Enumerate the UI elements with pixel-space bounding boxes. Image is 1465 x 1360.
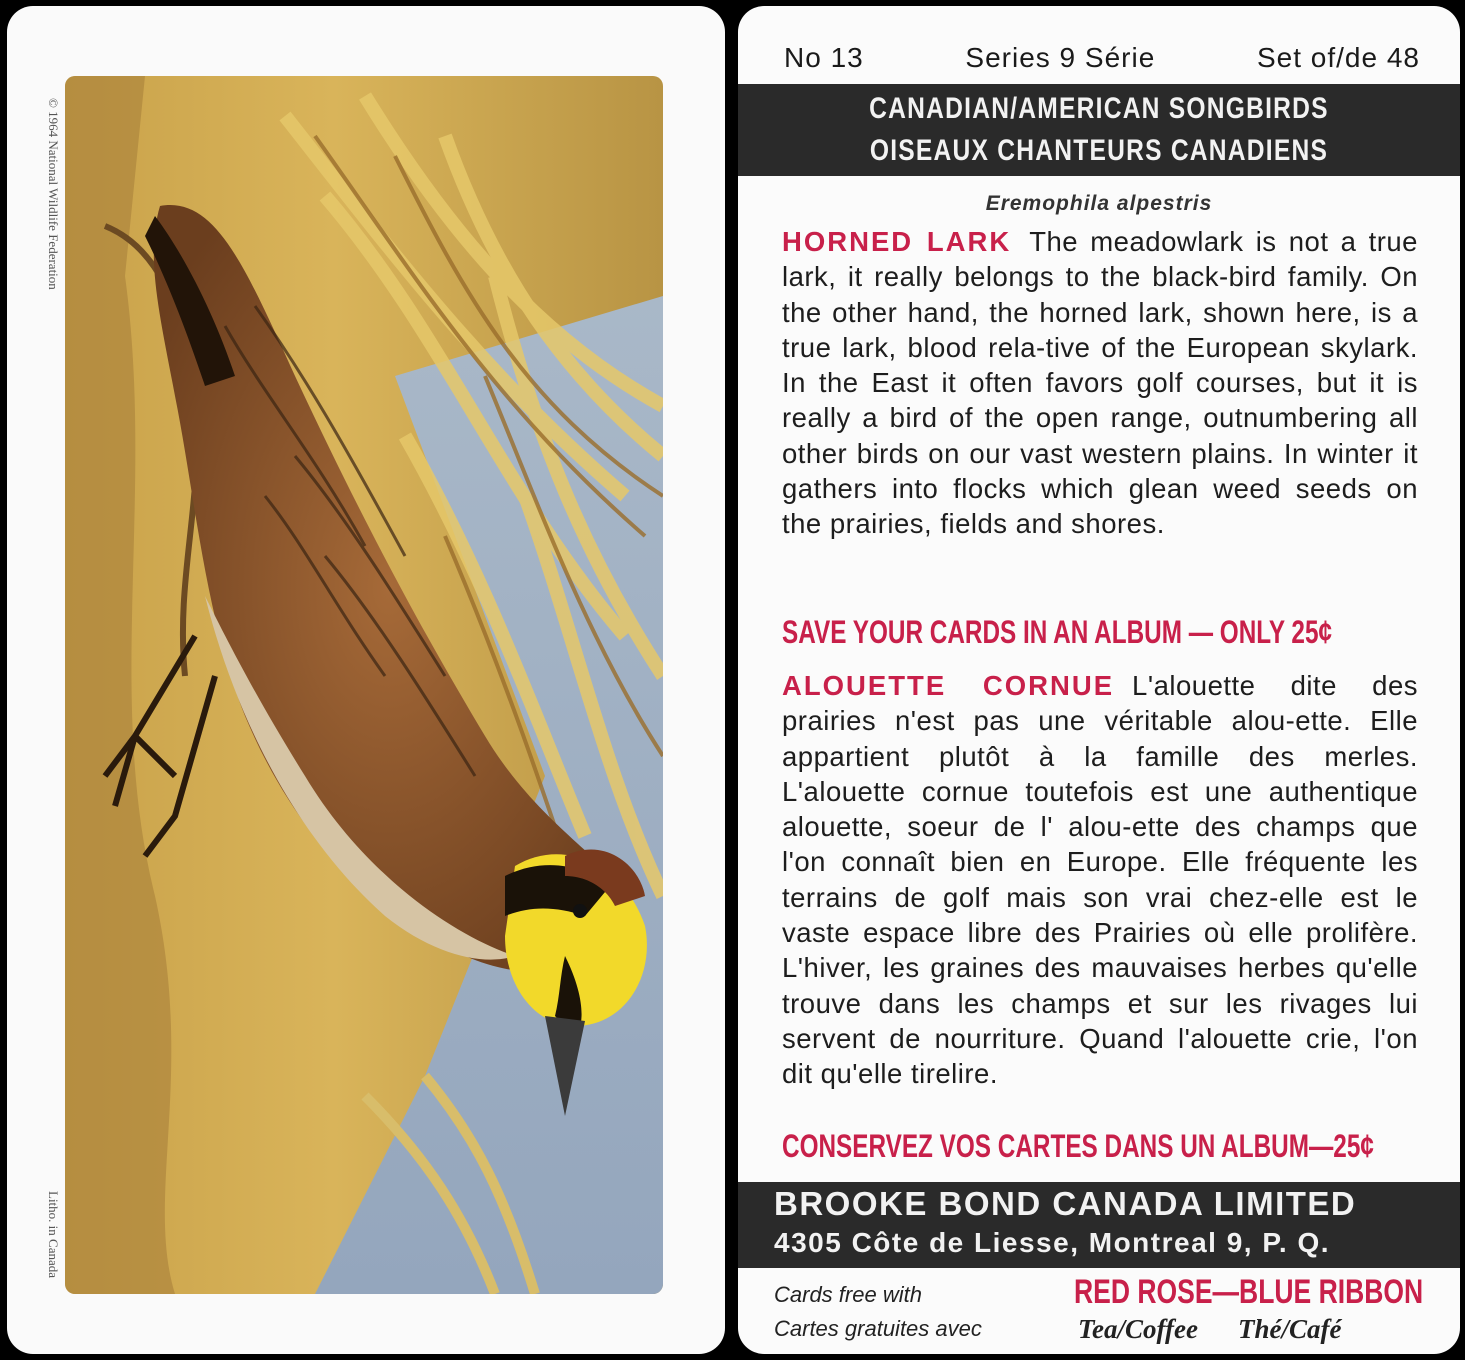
series-label: Series 9 Série (965, 42, 1156, 73)
company-band (738, 1182, 1460, 1268)
french-text: L'alouette dite des prairies n'est pas une véritable alou-ette. Elle appartient plutôt à la famille des merles. L'alouette cornue toutefois est une authentique alouette, soeur de l' alou-ette des champs que l'on connaît bien en Europe. Elle fréquente les terrains de golf mais son vrai chez-elle est le vaste espace libre des Prairies où elle prolifère. L'hiver, les graines des mauvaises herbes qu'elle trouve dans les champs et sur les rivages lui servent de nourriture. Quand l'alouette crie, l'on dit qu'elle tirelire. (782, 670, 1418, 1090)
card-number: No 13 (784, 42, 864, 73)
title-french: OISEAUX CHANTEURS CANADIENS (869, 134, 1329, 167)
card-info-line (784, 42, 1420, 82)
title-band (738, 84, 1460, 176)
set-label: Set of/de 48 (1256, 42, 1420, 73)
brand-names: RED ROSE—BLUE RIBBON (1074, 1273, 1424, 1311)
litho-text: Litho. in Canada (46, 1191, 61, 1279)
cards-free-note (774, 1278, 982, 1346)
title-english: CANADIAN/AMERICAN SONGBIRDS (869, 92, 1329, 125)
horned-lark-illustration (65, 76, 663, 1294)
french-description (782, 668, 1418, 1092)
french-bird-name: ALOUETTE CORNUE (782, 670, 1115, 701)
card-front (7, 6, 725, 1354)
company-address: 4305 Côte de Liesse, Montreal 9, P. Q. (774, 1227, 1331, 1258)
english-description (782, 224, 1418, 542)
card-back (738, 6, 1460, 1354)
english-bird-name: HORNED LARK (782, 226, 1012, 257)
company-name: BROOKE BOND CANADA LIMITED (774, 1185, 1357, 1222)
album-promo-french: CONSERVEZ VOS CARTES DANS UN ALBUM—25¢ (782, 1128, 1374, 1164)
copyright-text: © 1964 National Wildlife Federation (46, 98, 61, 290)
cards-free-french: Cartes gratuites avec (774, 1316, 982, 1341)
bird-painting (65, 76, 663, 1294)
scientific-name: Eremophila alpestris (985, 192, 1213, 215)
album-promo-english: SAVE YOUR CARDS IN AN ALBUM — ONLY 25¢ (782, 614, 1333, 650)
products-french: Thé/Café (1237, 1314, 1342, 1344)
english-text: The meadowlark is not a true lark, it really belongs to the black-bird family. On the other hand, the horned lark, shown here, is a true lark, blood rela-tive of the European skylark. In the East it often favors golf courses, but it is really a bird of the open range, outnumbering all other birds on our vast western plains. In winter it gathers into flocks which glean weed seeds on the prairies, fields and shores. (782, 226, 1418, 540)
cards-free-english: Cards free with (774, 1282, 922, 1307)
brand-block (1074, 1272, 1460, 1346)
products-english: Tea/Coffee (1078, 1314, 1198, 1344)
products-line (1074, 1312, 1460, 1346)
